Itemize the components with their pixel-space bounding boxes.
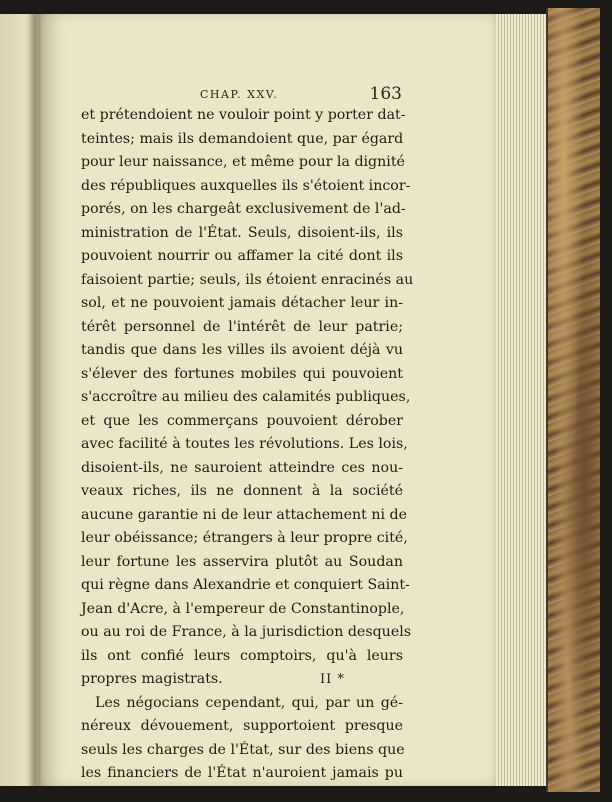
paragraph-start-line: Les négocians cependant, qui, par un gé- [95,694,403,711]
text-line: les financiers de l'État n'auroient jamais pu [81,765,403,781]
text-line: pour leur naissance, et même pour la dignité [81,154,405,170]
text-line: disoient-ils, ne sauroient atteindre ces nou- [81,459,403,476]
page-number: 163 [369,84,402,104]
text-line: aucune garantie ni de leur attachement ni de [81,506,407,523]
text-line: des républiques auxquelles ils s'étoient incor- [81,177,411,194]
text-line: seuls les charges de l'État, sur des biens que [81,741,405,758]
running-head: CHAP. XXV. [200,88,279,101]
text-line: veaux riches, ils ne donnent à la société [81,483,403,499]
text-line: pouvoient nourrir ou affamer la cité dont ils [81,248,403,264]
text-line: tandis que dans les villes ils avoient déjà vu [81,342,403,358]
text-line: Jean d'Acre, à l'empereur de Constantinople, [81,600,405,617]
text-line: et prétendoient ne vouloir point y porter dat- [81,107,406,123]
text-line: avec facilité à toutes les révolutions. Les lois, [81,436,408,452]
text-line: néreux dévouement, supportoient presque [81,718,403,734]
text-line: s'accroître au milieu des calamités publiques, [81,389,411,405]
text-line: leur fortune les asservira plutôt au Soudan [81,553,403,570]
signature-mark: II * [320,672,345,687]
text-line: qui règne dans Alexandrie et conquiert Saint- [81,577,410,593]
text-line: leur obéissance; étrangers à leur propre cité, [81,530,408,546]
marbled-cover [546,8,600,792]
text-line: ou au roi de France, à la jurisdiction desquels [81,624,412,640]
text-line: porés, on les chargeât exclusivement de l'ad- [81,201,406,217]
text-line: ministration de l'État. Seuls, disoient-ils, ils [81,224,403,241]
text-line: et que les commerçans pouvoient dérober [81,412,403,429]
text-line: sol, et ne pouvoient jamais détacher leur in- [81,295,403,311]
text-line: térêt personnel de l'intérêt de leur patrie; [81,318,403,335]
text-line: ils ont confié leurs comptoirs, qu'à leurs [81,647,403,664]
paragraph-end-line: propres magistrats. [81,671,223,687]
text-line: faisoient partie; seuls, ils étoient enracinés au [81,271,414,288]
text-line: s'élever des fortunes mobiles qui pouvoient [81,365,403,382]
page-stack-edge [496,14,546,786]
book-gutter [28,14,42,786]
body-text [81,104,414,786]
text-line: teintes; mais ils demandoient que, par égard [81,130,404,147]
